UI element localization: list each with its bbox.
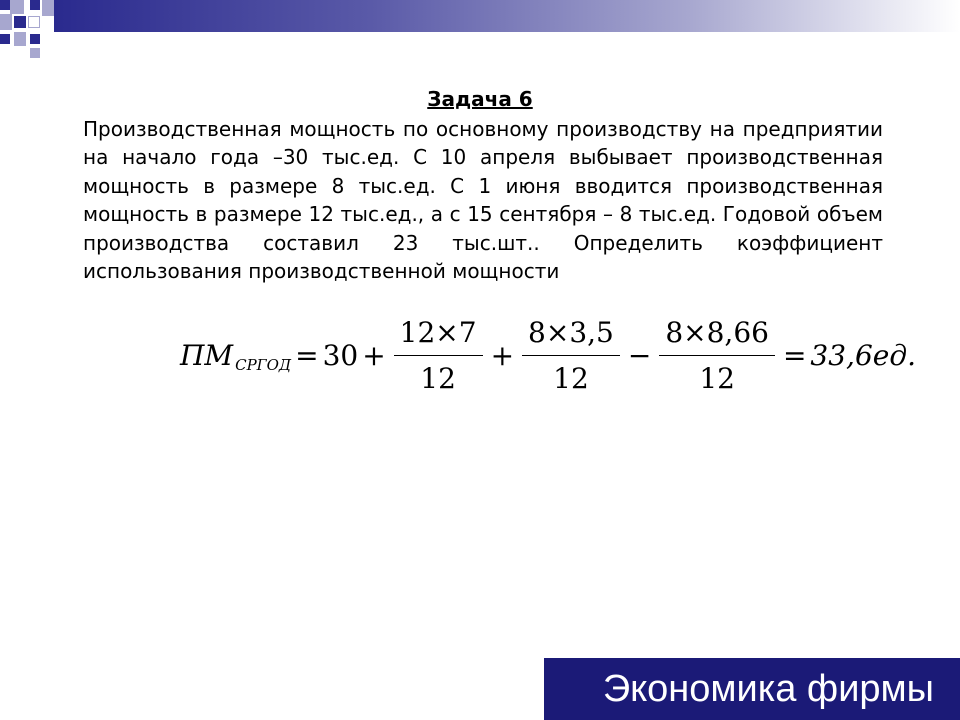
fraction-denominator: 12 bbox=[420, 361, 456, 395]
decorative-square bbox=[0, 14, 12, 30]
formula-plus: + bbox=[362, 338, 386, 372]
footer-banner bbox=[544, 658, 960, 720]
formula bbox=[180, 310, 916, 400]
fraction-denominator: 12 bbox=[553, 361, 589, 395]
decorative-square bbox=[28, 16, 40, 28]
slide-title bbox=[0, 87, 960, 111]
formula-lhs: ПМ bbox=[180, 338, 234, 372]
fraction-numerator: 12×7 bbox=[394, 316, 483, 356]
formula-constant: 30 bbox=[322, 338, 359, 372]
footer-label: Экономика фирмы bbox=[602, 667, 934, 710]
decorative-square bbox=[0, 34, 10, 44]
decorative-square bbox=[30, 0, 40, 10]
fraction-numerator: 8×8,66 bbox=[659, 316, 775, 356]
decorative-square bbox=[30, 34, 40, 44]
formula-fraction bbox=[522, 316, 620, 395]
decorative-square bbox=[14, 16, 26, 28]
formula-fraction bbox=[394, 316, 483, 395]
problem-text: Производственная мощность по основному производству на предприятии на начало года –30 тыс.ед. С 10 апреля выбывает производственная мощность в размере 8 тыс.ед. С 1 июня вводится производственная мощность в размере 12 тыс.ед., а с 15 сентября – 8 тыс.ед. Годовой объем производства составил 23 тыс.шт.. Определить коэффициент использования производственной мощности bbox=[83, 117, 883, 284]
decorative-square bbox=[10, 0, 24, 14]
slide-title-text: Задача 6 bbox=[427, 87, 533, 111]
decorative-square bbox=[0, 0, 10, 10]
fraction-denominator: 12 bbox=[699, 361, 735, 395]
fraction-numerator: 8×3,5 bbox=[522, 316, 620, 356]
decorative-square bbox=[14, 32, 26, 46]
formula-lhs-subscript: СРГОД bbox=[235, 356, 292, 374]
formula-fraction bbox=[659, 316, 775, 395]
decorative-square bbox=[30, 48, 40, 58]
formula-minus: − bbox=[627, 338, 652, 372]
formula-plus: + bbox=[490, 338, 515, 372]
header-gradient-band bbox=[54, 0, 960, 32]
formula-result: 33,6ед. bbox=[810, 338, 916, 372]
formula-equals: = bbox=[782, 338, 807, 372]
formula-equals: = bbox=[295, 338, 319, 372]
